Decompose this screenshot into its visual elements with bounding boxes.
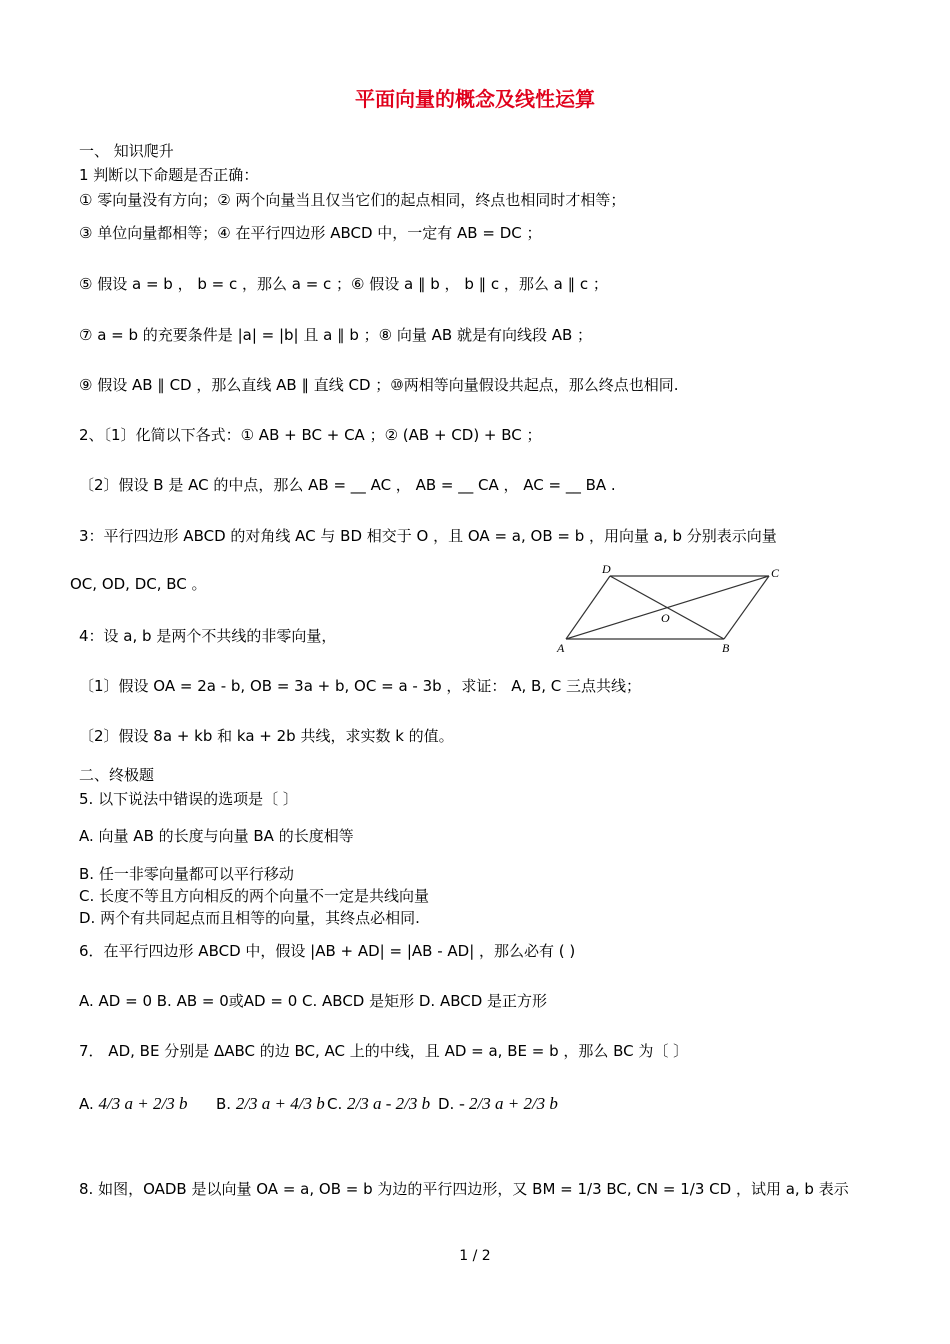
q7-option-a: A. 4/3 a + 2/3 b (79, 1094, 188, 1113)
q1-intro: 1 判断以下命题是否正确： (79, 166, 259, 184)
q1-line-2: ③ 单位向量都相等；④ 在平行四边形 ABCD 中，一定有 AB = DC ； (79, 224, 542, 242)
q7-option-d: D. - 2/3 a + 2/3 b (438, 1094, 558, 1113)
q1-line-1: ① 零向量没有方向；② 两个向量当且仅当它们的起点相同，终点也相同时才相等； (79, 191, 626, 209)
q4-line-1: 4：设 a, b 是两个不共线的非零向量， (79, 627, 337, 645)
q2-line-1: 2、〔1〕化简以下各式：① AB + BC + CA ；② (AB + CD) + BC ； (79, 426, 542, 444)
section-heading-1: 一、 知识爬升 (79, 142, 174, 160)
label-B: B (722, 641, 730, 655)
q6-options: A. AD = 0 B. AB = 0或AD = 0 C. ABCD 是矩形 D. ABCD 是正方形 (79, 992, 548, 1010)
page-number: 1 / 2 (459, 1248, 491, 1264)
parallelogram-figure (552, 560, 792, 660)
q7-option-c: C. 2/3 a - 2/3 b (327, 1094, 431, 1113)
q5-option-d: D. 两个有共同起点而且相等的向量，其终点必相同. (79, 909, 420, 927)
q4-line-2: 〔1〕假设 OA = 2a - b, OB = 3a + b, OC = a - 3b ，求证： A, B, C 三点共线； (79, 677, 642, 695)
q1-line-5: ⑨ 假设 AB ∥ CD ，那么直线 AB ∥ 直线 CD ；⑩两相等向量假设共起点，那么终点也相同. (79, 376, 679, 394)
q1-line-3: ⑤ 假设 a = b ， b = c ，那么 a = c ；⑥ 假设 a ∥ b ， b ∥ c ，那么 a ∥ c ； (79, 275, 608, 293)
q7-option-b: B. 2/3 a + 4/3 b (216, 1094, 325, 1113)
label-O: O (661, 611, 670, 625)
q5-option-c: C. 长度不等且方向相反的两个向量不一定是共线向量 (79, 887, 430, 905)
q4-line-3: 〔2〕假设 8a + kb 和 ka + 2b 共线，求实数 k 的值。 (79, 727, 454, 745)
q3-line-2: OC, OD, DC, BC 。 (70, 575, 207, 593)
q8-stem: 8. 如图，OADB 是以向量 OA = a, OB = b 为边的平行四边形，又 BM = 1/3 BC, CN = 1/3 CD ，试用 a, b 表示 (79, 1180, 849, 1198)
page-title: 平面向量的概念及线性运算 (355, 87, 595, 111)
q5-stem: 5. 以下说法中错误的选项是〔 〕 (79, 790, 298, 808)
label-A: A (557, 641, 565, 655)
q6-stem: 6．在平行四边形 ABCD 中，假设 |AB + AD| = |AB - AD| ，那么必有 ( ) (79, 942, 576, 960)
label-C: C (771, 566, 780, 580)
q3-line-1: 3：平行四边形 ABCD 的对角线 AC 与 BD 相交于 O ，且 OA = a, OB = b ，用向量 a, b 分别表示向量 (79, 527, 777, 545)
q7-stem: 7． AD, BE 分别是 ΔABC 的边 BC, AC 上的中线，且 AD = a, BE = b ，那么 BC 为〔 〕 (79, 1042, 689, 1060)
q2-line-2: 〔2〕假设 B 是 AC 的中点，那么 AB = __ AC ， AB = __ CA ， AC = __ BA . (79, 476, 616, 494)
label-D: D (602, 562, 611, 576)
q5-option-a: A. 向量 AB 的长度与向量 BA 的长度相等 (79, 827, 354, 845)
q1-line-4: ⑦ a = b 的充要条件是 |a| = |b| 且 a ∥ b ；⑧ 向量 AB 就是有向线段 AB ； (79, 326, 593, 344)
q5-option-b: B. 任一非零向量都可以平行移动 (79, 865, 294, 883)
section-heading-2: 二、终极题 (79, 766, 155, 784)
